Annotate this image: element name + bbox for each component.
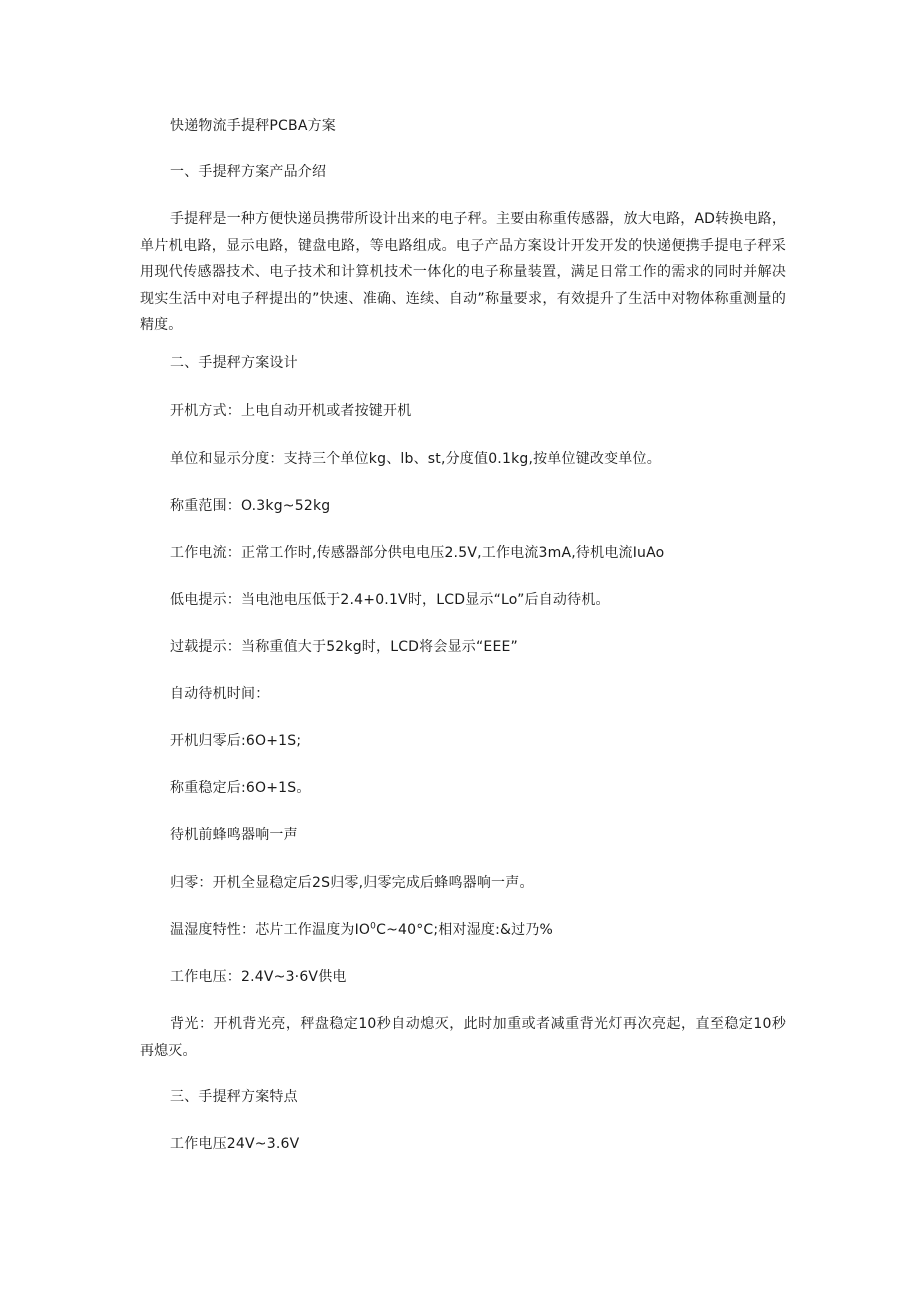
- spec-overload: 过载提示：当称重值大于52kg时，LCD将会显示“EEE”: [170, 639, 519, 655]
- spec-temp-superscript: 0: [370, 921, 377, 932]
- spec-current: 工作电流：正常工作时,传感器部分供电电压2.5V,工作电流3mA,待机电流IuAo: [170, 545, 665, 561]
- spec-temp-prefix: 温湿度特性：芯片工作温度为IO: [170, 922, 371, 938]
- feature-voltage: 工作电压24V~3.6V: [170, 1136, 300, 1152]
- spec-temp-suffix: C~40°C;相对湿度:&过乃%: [376, 922, 554, 938]
- spec-auto-standby: 自动待机时间：: [170, 686, 270, 702]
- spec-beep: 待机前蜂鸣器响一声: [170, 827, 298, 843]
- section1-paragraph: 手提秤是一种方便快递员携带所设计出来的电子秤。主要由称重传感器，放大电路，AD转换电路，单片机电路，显示电路，键盘电路，等电路组成。电子产品方案设计开发开发的快递便携手提电子秤采用现代传感器技术、电子技术和计算机技术一体化的电子称量装置，满足日常工作的需求的同时并解决现实生活中对电子秤提出的”快速、准确、连续、自动”称量要求，有效提升了生活中对物体称重测量的精度。: [140, 211, 786, 333]
- spec-voltage: 工作电压：2.4V~3·6V供电: [170, 969, 347, 985]
- spec-backlight: 背光：开机背光亮，秤盘稳定10秒自动熄灭，此时加重或者减重背光灯再次亮起，直至稳定10秒再熄灭。: [140, 1016, 786, 1059]
- document-title: 快递物流手提秤PCBA方案: [170, 118, 336, 134]
- spec-temperature-humidity: [170, 922, 553, 938]
- spec-low-battery: 低电提示：当电池电压低于2.4+0.1V时，LCD显示“Lo”后自动待机。: [170, 592, 610, 608]
- spec-units: 单位和显示分度：支持三个单位kg、lb、st,分度值0.1kg,按单位键改变单位。: [170, 451, 661, 467]
- section1-heading: 一、手提秤方案产品介绍: [170, 164, 327, 180]
- spec-range: 称重范围：O.3kg~52kg: [170, 498, 331, 514]
- spec-after-zero: 开机归零后:6O+1S;: [170, 733, 302, 749]
- spec-startup: 开机方式：上电自动开机或者按键开机: [170, 403, 412, 419]
- spec-zeroing: 归零：开机全显稳定后2S归零,归零完成后蜂鸣器响一声。: [170, 875, 534, 891]
- section3-heading: 三、手提秤方案特点: [170, 1089, 298, 1105]
- section2-heading: 二、手提秤方案设计: [170, 355, 298, 371]
- spec-after-stable: 称重稳定后:6O+1S。: [170, 780, 311, 796]
